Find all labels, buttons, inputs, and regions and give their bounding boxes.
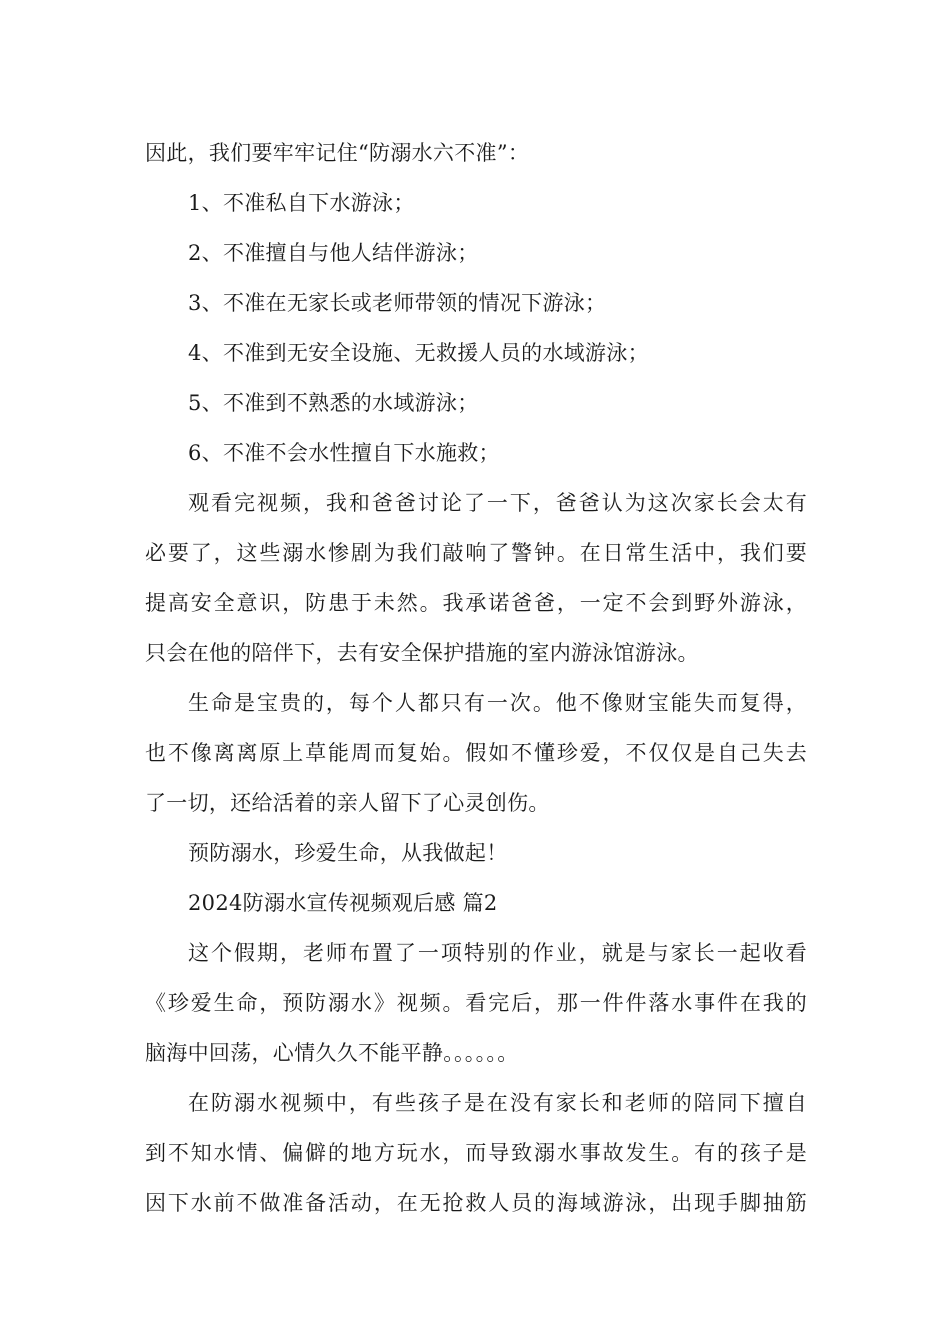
rule-item-5: 5、不准到不熟悉的水域游泳； [188,391,479,415]
paragraph-line: 观看完视频，我和爸爸讨论了一下，爸爸认为这次家长会太有 [188,491,807,515]
paragraph-line: 提高安全意识，防患于未然。我承诺爸爸，一定不会到野外游泳， [145,591,807,615]
paragraph-line: 生命是宝贵的，每个人都只有一次。他不像财宝能失而复得， [188,691,807,715]
section-heading: 2024防溺水宣传视频观后感 篇2 [188,891,498,915]
document-body [145,128,807,1228]
rule-item-6: 6、不准不会水性擅自下水施救； [188,441,500,465]
paragraph-line: 只会在他的陪伴下，去有安全保护措施的室内游泳馆游泳。 [145,641,699,665]
paragraph-line: 这个假期，老师布置了一项特别的作业，就是与家长一起收看 [188,941,807,965]
paragraph-line: 也不像离离原上草能周而复始。假如不懂珍爱，不仅仅是自己失去 [145,741,807,765]
rule-item-3: 3、不准在无家长或老师带领的情况下游泳； [188,291,607,315]
paragraph-line: 脑海中回荡，心情久久不能平静。。。。。。 [145,1041,519,1065]
rule-item-2: 2、不准擅自与他人结伴游泳； [188,241,479,265]
paragraph-line: 必要了，这些溺水惨剧为我们敲响了警钟。在日常生活中，我们要 [145,541,807,565]
paragraph-line: 了一切，还给活着的亲人留下了心灵创伤。 [145,791,550,815]
paragraph-line: 因下水前不做准备活动，在无抢救人员的海域游泳，出现手脚抽筋 [145,1191,807,1215]
paragraph-line: 到不知水情、偏僻的地方玩水，而导致溺水事故发生。有的孩子是 [145,1141,807,1165]
slogan-line: 预防溺水，珍爱生命，从我做起！ [188,841,508,865]
paragraph-line: 《珍爱生命，预防溺水》视频。看完后，那一件件落水事件在我的 [145,991,807,1015]
paragraph-line: 在防溺水视频中，有些孩子是在没有家长和老师的陪同下擅自 [188,1091,807,1115]
text-line: 因此，我们要牢牢记住“防溺水六不准”： [145,141,530,165]
rule-item-1: 1、不准私自下水游泳； [188,191,415,215]
rule-item-4: 4、不准到无安全设施、无救援人员的水域游泳； [188,341,649,365]
